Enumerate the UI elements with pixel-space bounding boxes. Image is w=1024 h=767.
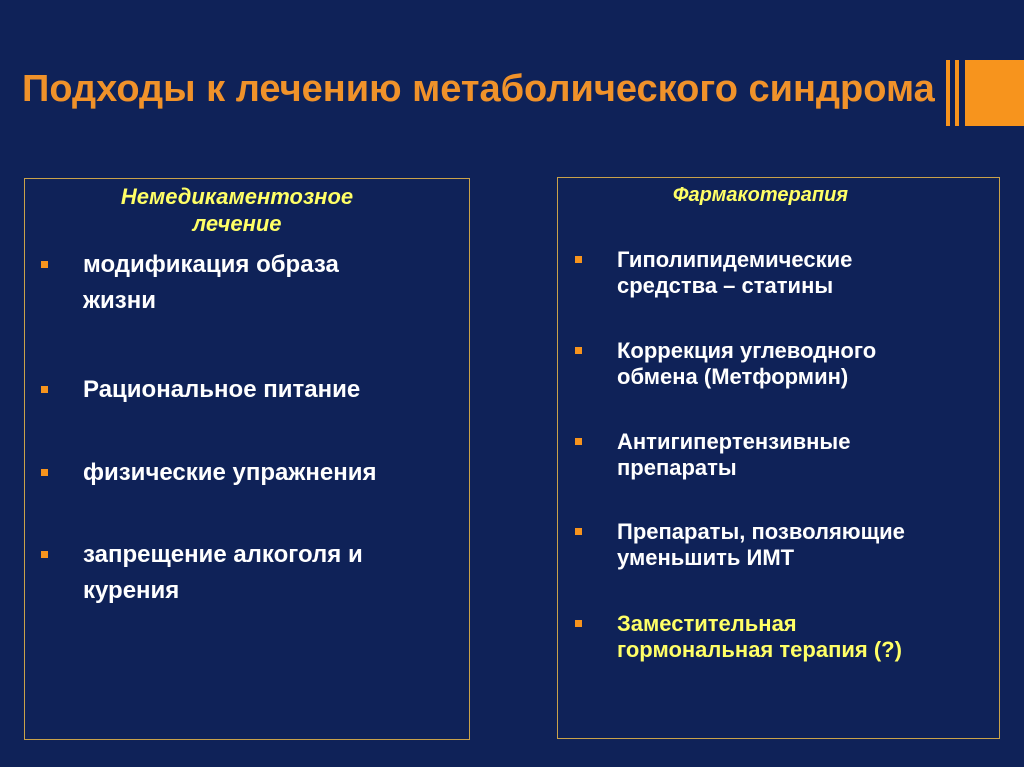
bullet-icon bbox=[575, 347, 582, 354]
bullet-icon bbox=[41, 261, 48, 268]
pharmacotherapy-header: Фармакотерапия bbox=[672, 184, 849, 206]
non-drug-treatment-header bbox=[25, 183, 469, 237]
list-item-highlighted: Заместительная гормональная терапия (?) bbox=[617, 611, 902, 662]
list-item: физические упражнения bbox=[83, 459, 377, 486]
bullet-icon bbox=[575, 256, 582, 263]
bullet-icon bbox=[575, 528, 582, 535]
bullet-icon bbox=[575, 438, 582, 445]
header-line-2: лечение bbox=[192, 211, 282, 236]
pharmacotherapy-panel bbox=[557, 177, 1000, 739]
list-item: Антигипертензивные препараты bbox=[617, 429, 851, 480]
slide-title: Подходы к лечению метаболического синдрома bbox=[22, 68, 935, 110]
decorative-bar-1 bbox=[946, 60, 950, 126]
bullet-icon bbox=[41, 469, 48, 476]
list-item: Препараты, позволяющие уменьшить ИМТ bbox=[617, 519, 905, 570]
list-item: Гиполипидемические средства – статины bbox=[617, 247, 853, 298]
bullet-icon bbox=[41, 551, 48, 558]
bullet-icon bbox=[575, 620, 582, 627]
decorative-block bbox=[965, 60, 1024, 126]
non-drug-treatment-panel bbox=[24, 178, 470, 740]
list-item: Рациональное питание bbox=[83, 376, 361, 403]
header-line-1: Немедикаментозное bbox=[120, 184, 354, 209]
decorative-bar-2 bbox=[955, 60, 959, 126]
list-item: запрещение алкоголя и курения bbox=[83, 541, 363, 604]
list-item: модификация образа жизни bbox=[83, 251, 339, 314]
list-item: Коррекция углеводного обмена (Метформин) bbox=[617, 338, 877, 389]
bullet-icon bbox=[41, 386, 48, 393]
